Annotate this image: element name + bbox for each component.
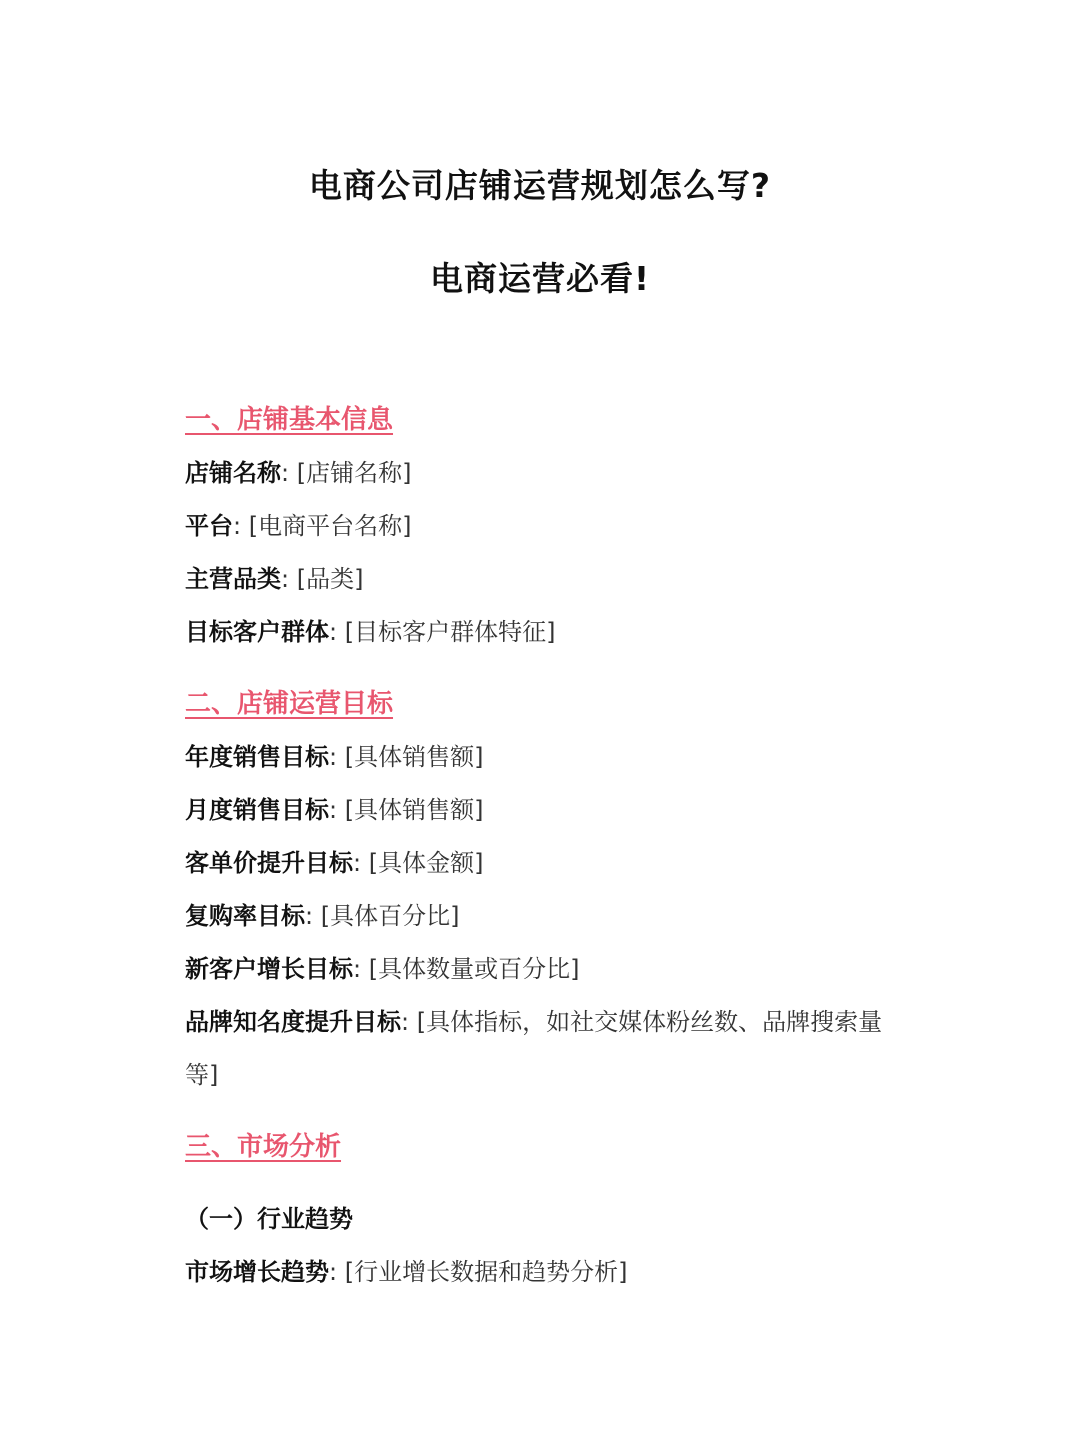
section-heading-basic-info: 一、店铺基本信息	[185, 405, 394, 435]
field-main-category: 主营品类: [品类]	[185, 565, 364, 593]
field-target-customers: 目标客户群体: [目标客户群体特征]	[185, 618, 556, 646]
field-value: [品类]	[296, 565, 364, 593]
field-annual-sales-target: 年度销售目标: [具体销售额]	[185, 743, 484, 771]
field-avg-order-target: 客单价提升目标: [具体金额]	[185, 849, 484, 877]
field-value: [具体百分比]	[320, 902, 460, 930]
section-heading-operation-goals: 二、店铺运营目标	[185, 689, 394, 719]
document-title: 电商公司店铺运营规划怎么写?	[308, 166, 772, 205]
document-content	[185, 400, 915, 1299]
field-store-name: 店铺名称: [店铺名称]	[185, 459, 412, 487]
field-value: [目标客户群体特征]	[344, 618, 556, 646]
sub-heading-industry-trend: （一）行业趋势	[185, 1205, 353, 1233]
document-subtitle: 电商运营必看!	[429, 259, 651, 298]
field-label: 目标客户群体	[185, 618, 329, 646]
field-label: 店铺名称	[185, 459, 281, 487]
field-label: 市场增长趋势	[185, 1258, 329, 1286]
field-new-customer-target: 新客户增长目标: [具体数量或百分比]	[185, 955, 580, 983]
field-repurchase-target: 复购率目标: [具体百分比]	[185, 902, 460, 930]
field-label: 年度销售目标	[185, 743, 329, 771]
field-monthly-sales-target: 月度销售目标: [具体销售额]	[185, 796, 484, 824]
field-label: 客单价提升目标	[185, 849, 353, 877]
field-label: 平台	[185, 512, 233, 540]
field-label: 新客户增长目标	[185, 955, 353, 983]
field-value: [具体销售额]	[344, 743, 484, 771]
field-value: [店铺名称]	[296, 459, 412, 487]
field-brand-awareness-target: 品牌知名度提升目标: [具体指标，如社交媒体粉丝数、品牌搜索量等]	[185, 1008, 883, 1089]
field-market-growth-trend: 市场增长趋势: [行业增长数据和趋势分析]	[185, 1258, 628, 1286]
section-heading-market-analysis: 三、市场分析	[185, 1132, 342, 1162]
field-label: 复购率目标	[185, 902, 305, 930]
field-value: [具体销售额]	[344, 796, 484, 824]
field-value: [电商平台名称]	[248, 512, 412, 540]
field-platform: 平台: [电商平台名称]	[185, 512, 412, 540]
field-label: 月度销售目标	[185, 796, 329, 824]
field-label: 主营品类	[185, 565, 281, 593]
field-label: 品牌知名度提升目标	[185, 1008, 401, 1036]
field-value: [具体指标，如社交媒体粉丝数、品牌搜索量等]	[185, 1008, 883, 1089]
field-value: [具体数量或百分比]	[368, 955, 580, 983]
field-value: [行业增长数据和趋势分析]	[344, 1258, 628, 1286]
field-value: [具体金额]	[368, 849, 484, 877]
